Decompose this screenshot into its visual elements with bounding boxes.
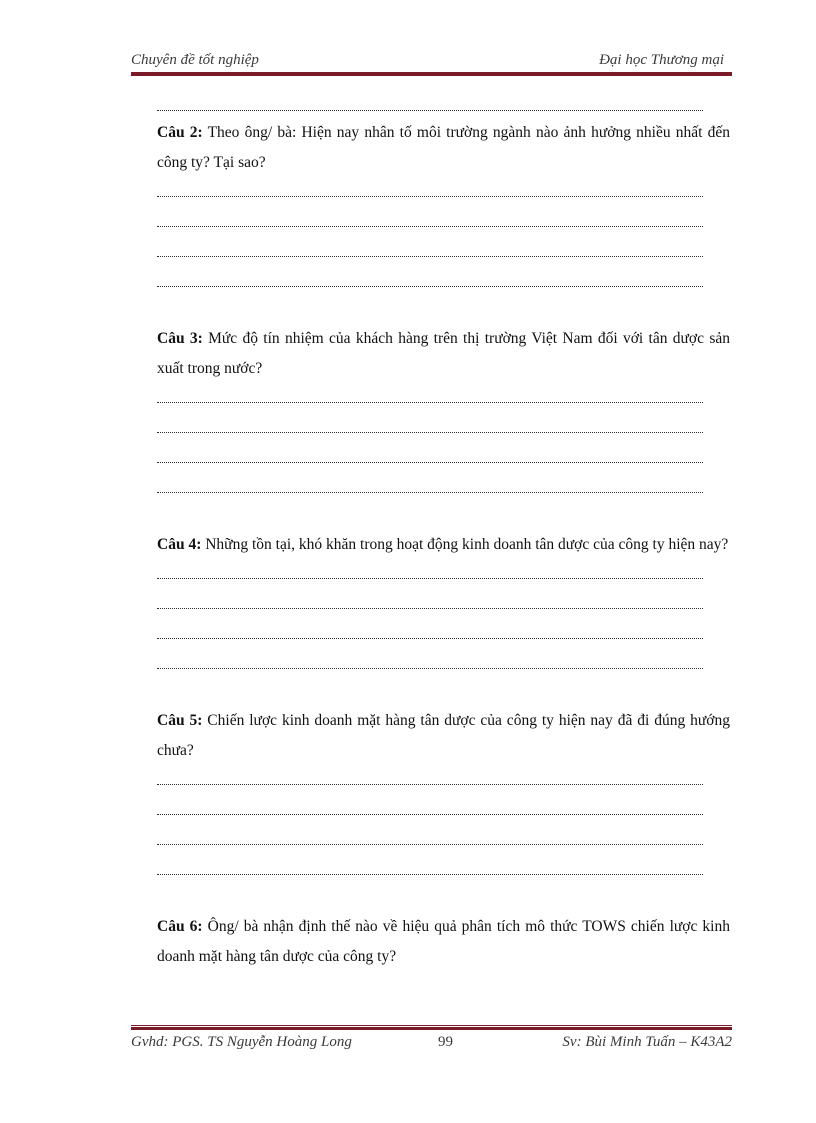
- question-text: [157, 322, 730, 384]
- question-text: [157, 528, 730, 560]
- answer-line: [157, 96, 730, 116]
- question-text: [157, 910, 730, 972]
- answer-line: [157, 796, 730, 826]
- questionnaire-body: [157, 96, 730, 972]
- page-footer: [131, 1034, 732, 1054]
- answer-line: [157, 238, 730, 268]
- answer-line: [157, 826, 730, 856]
- question-body: Theo ông/ bà: Hiện nay nhân tố môi trường ngành nào ảnh hưởng nhiều nhất đến công ty? Tại sao?: [157, 124, 731, 171]
- answer-line: [157, 474, 730, 504]
- question-label: Câu 4:: [157, 536, 202, 553]
- answer-line: [157, 766, 730, 796]
- answer-line: [157, 384, 730, 414]
- answer-line: [157, 856, 730, 886]
- answer-line: [157, 178, 730, 208]
- answer-line: [157, 208, 730, 238]
- page-header: [131, 52, 732, 72]
- question-text: [157, 116, 730, 178]
- question-text: [157, 704, 730, 766]
- page-number: 99: [438, 1034, 453, 1050]
- question-block-2: [157, 116, 730, 298]
- answer-line: [157, 620, 730, 650]
- question-label: Câu 5:: [157, 712, 203, 729]
- header-left-title: Chuyên đề tốt nghiệp: [131, 52, 259, 68]
- header-divider: [131, 72, 732, 76]
- question-block-4: [157, 528, 730, 680]
- question-body: Ông/ bà nhận định thế nào về hiệu quả phân tích mô thức TOWS chiến lược kinh doanh mặt hàng tân dược của công ty?: [157, 918, 730, 965]
- question-block-6: [157, 910, 730, 972]
- question-body: Chiến lược kinh doanh mặt hàng tân dược của công ty hiện nay đã đi đúng hướng chưa?: [157, 712, 730, 759]
- answer-line: [157, 560, 730, 590]
- question-body: Mức độ tín nhiệm của khách hàng trên thị trường Việt Nam đối với tân dược sản xuất trong nước?: [157, 330, 730, 377]
- answer-line: [157, 268, 730, 298]
- question-label: Câu 6:: [157, 918, 203, 935]
- question-label: Câu 2:: [157, 124, 203, 141]
- answer-line: [157, 444, 730, 474]
- question-label: Câu 3:: [157, 330, 203, 347]
- question-block-3: [157, 322, 730, 504]
- answer-line: [157, 590, 730, 620]
- answer-line: [157, 414, 730, 444]
- answer-line: [157, 650, 730, 680]
- footer-advisor: Gvhd: PGS. TS Nguyễn Hoàng Long: [131, 1034, 352, 1050]
- footer-divider: [131, 1025, 732, 1030]
- question-block-5: [157, 704, 730, 886]
- footer-student: Sv: Bùi Minh Tuấn – K43A2: [562, 1034, 732, 1050]
- question-body: Những tồn tại, khó khăn trong hoạt động kinh doanh tân dược của công ty hiện nay?: [201, 536, 729, 553]
- header-right-title: Đại học Thương mại: [599, 52, 724, 68]
